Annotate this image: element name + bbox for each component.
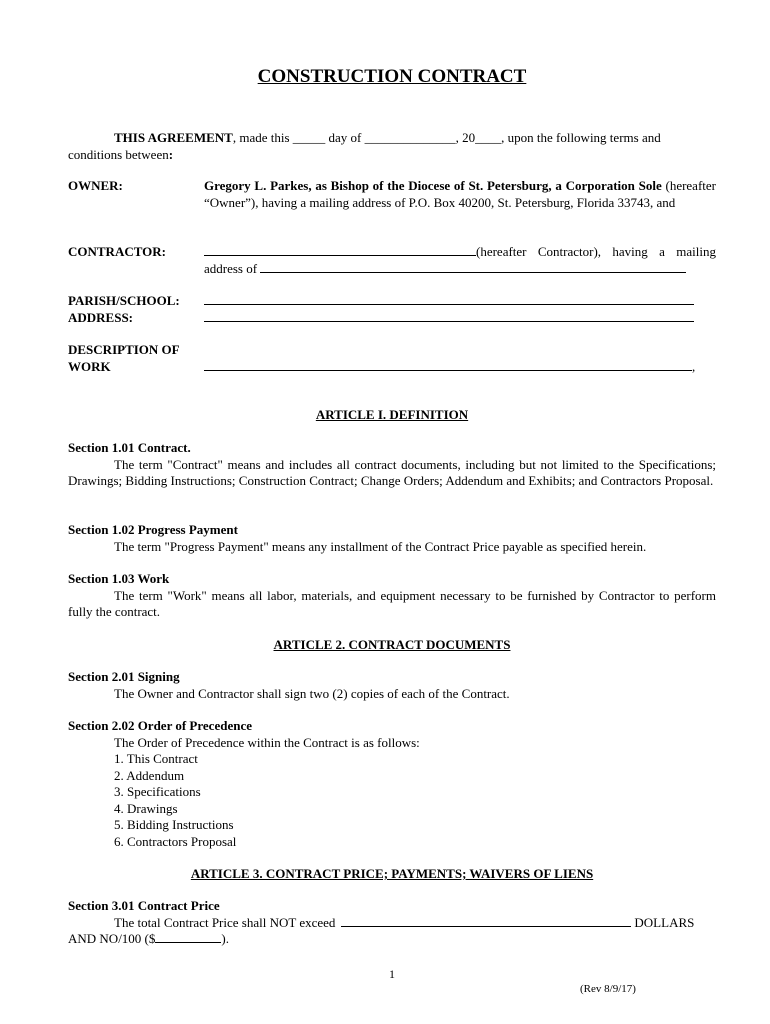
- precedence-item: 5. Bidding Instructions: [114, 817, 234, 832]
- contract-price-words-blank[interactable]: [341, 915, 631, 927]
- contractor-name-blank[interactable]: [204, 244, 476, 256]
- precedence-item: 3. Specifications: [114, 784, 201, 799]
- contractor-value: [204, 244, 716, 277]
- description-blank[interactable]: [204, 359, 692, 371]
- section-1-02-title: Section 1.02 Progress Payment: [68, 522, 238, 537]
- parish-blank-2[interactable]: [204, 310, 694, 322]
- owner-value: [204, 178, 716, 211]
- contractor-text-2: address of: [204, 260, 258, 276]
- section-3-01: [68, 898, 716, 948]
- contract-price-amount-blank[interactable]: [155, 931, 221, 943]
- page-number: 1: [389, 967, 395, 981]
- owner-label: OWNER:: [68, 178, 123, 193]
- contractor-address-blank[interactable]: [260, 261, 686, 273]
- section-1-03-text: The term "Work" means all labor, materials, and equipment necessary to be furnished by Contractor to perform fully the contract.: [68, 587, 716, 619]
- intro-paragraph: [68, 129, 716, 163]
- precedence-item: 6. Contractors Proposal: [114, 833, 237, 849]
- description-trail: ,: [692, 358, 696, 374]
- owner-name: Gregory L. Parkes, as Bishop of the Diocese of St. Petersburg, a Corporation Sole: [204, 178, 662, 193]
- intro-colon: :: [168, 147, 174, 162]
- description-label-1: DESCRIPTION OF: [68, 342, 180, 357]
- section-1-03: [68, 571, 716, 621]
- parish-blank-1[interactable]: [204, 293, 694, 305]
- contractor-label: CONTRACTOR:: [68, 244, 166, 259]
- section-1-01-text: The term "Contract" means and includes all contract documents, including but not limited to the Specifications; Drawings; Bidding Instructions; Construction Contract; Change Orders; Addendum and Exhibits; and Contractors Proposal.: [68, 456, 716, 488]
- article-3-heading: ARTICLE 3. CONTRACT PRICE; PAYMENTS; WAIVERS OF LIENS: [190, 866, 594, 881]
- intro-text-1: , made this _____ day of ______________, 20____, upon the following terms and: [232, 130, 661, 145]
- section-1-01-title: Section 1.01 Contract.: [68, 440, 191, 455]
- precedence-item: 4. Drawings: [114, 800, 178, 816]
- section-2-01: [68, 669, 716, 702]
- section-2-02: [68, 718, 716, 850]
- section-3-01-text-2: DOLLARS: [634, 914, 695, 930]
- parish-label-2: ADDRESS:: [68, 309, 134, 325]
- revision-date: (Rev 8/9/17): [580, 983, 636, 995]
- article-2-heading: ARTICLE 2. CONTRACT DOCUMENTS: [273, 637, 511, 652]
- section-3-01-text-1: The total Contract Price shall NOT exceed: [114, 914, 336, 930]
- section-2-01-text: The Owner and Contractor shall sign two (2) copies of each of the Contract.: [114, 685, 510, 701]
- parish-label-1: PARISH/SCHOOL:: [68, 293, 180, 308]
- intro-text-2: conditions between: [68, 147, 169, 162]
- section-2-02-title: Section 2.02 Order of Precedence: [68, 718, 252, 733]
- section-1-02-text: The term "Progress Payment" means any installment of the Contract Price payable as specified herein.: [114, 538, 647, 554]
- section-1-02: [68, 522, 716, 555]
- section-3-01-text-3: AND NO/100 ($: [68, 931, 156, 946]
- description-label-2: WORK: [68, 358, 111, 374]
- section-1-01: [68, 440, 716, 490]
- intro-lead: THIS AGREEMENT: [114, 130, 233, 145]
- section-2-02-text: The Order of Precedence within the Contract is as follows:: [114, 734, 420, 750]
- precedence-item: 1. This Contract: [114, 751, 198, 766]
- owner-address: (hereafter “Owner”), having a mailing address of P.O. Box 40200, St. Petersburg, Florida 33743, and: [204, 178, 716, 210]
- section-1-03-title: Section 1.03 Work: [68, 571, 170, 586]
- section-3-01-title: Section 3.01 Contract Price: [68, 898, 220, 913]
- contractor-text-1: (hereafter Contractor), having a mailing: [476, 244, 716, 259]
- section-3-01-text-4: ).: [221, 931, 229, 946]
- section-2-01-title: Section 2.01 Signing: [68, 669, 180, 684]
- document-title: CONSTRUCTION CONTRACT: [257, 66, 527, 87]
- precedence-item: 2. Addendum: [114, 767, 185, 783]
- article-1-heading: ARTICLE I. DEFINITION: [315, 407, 469, 422]
